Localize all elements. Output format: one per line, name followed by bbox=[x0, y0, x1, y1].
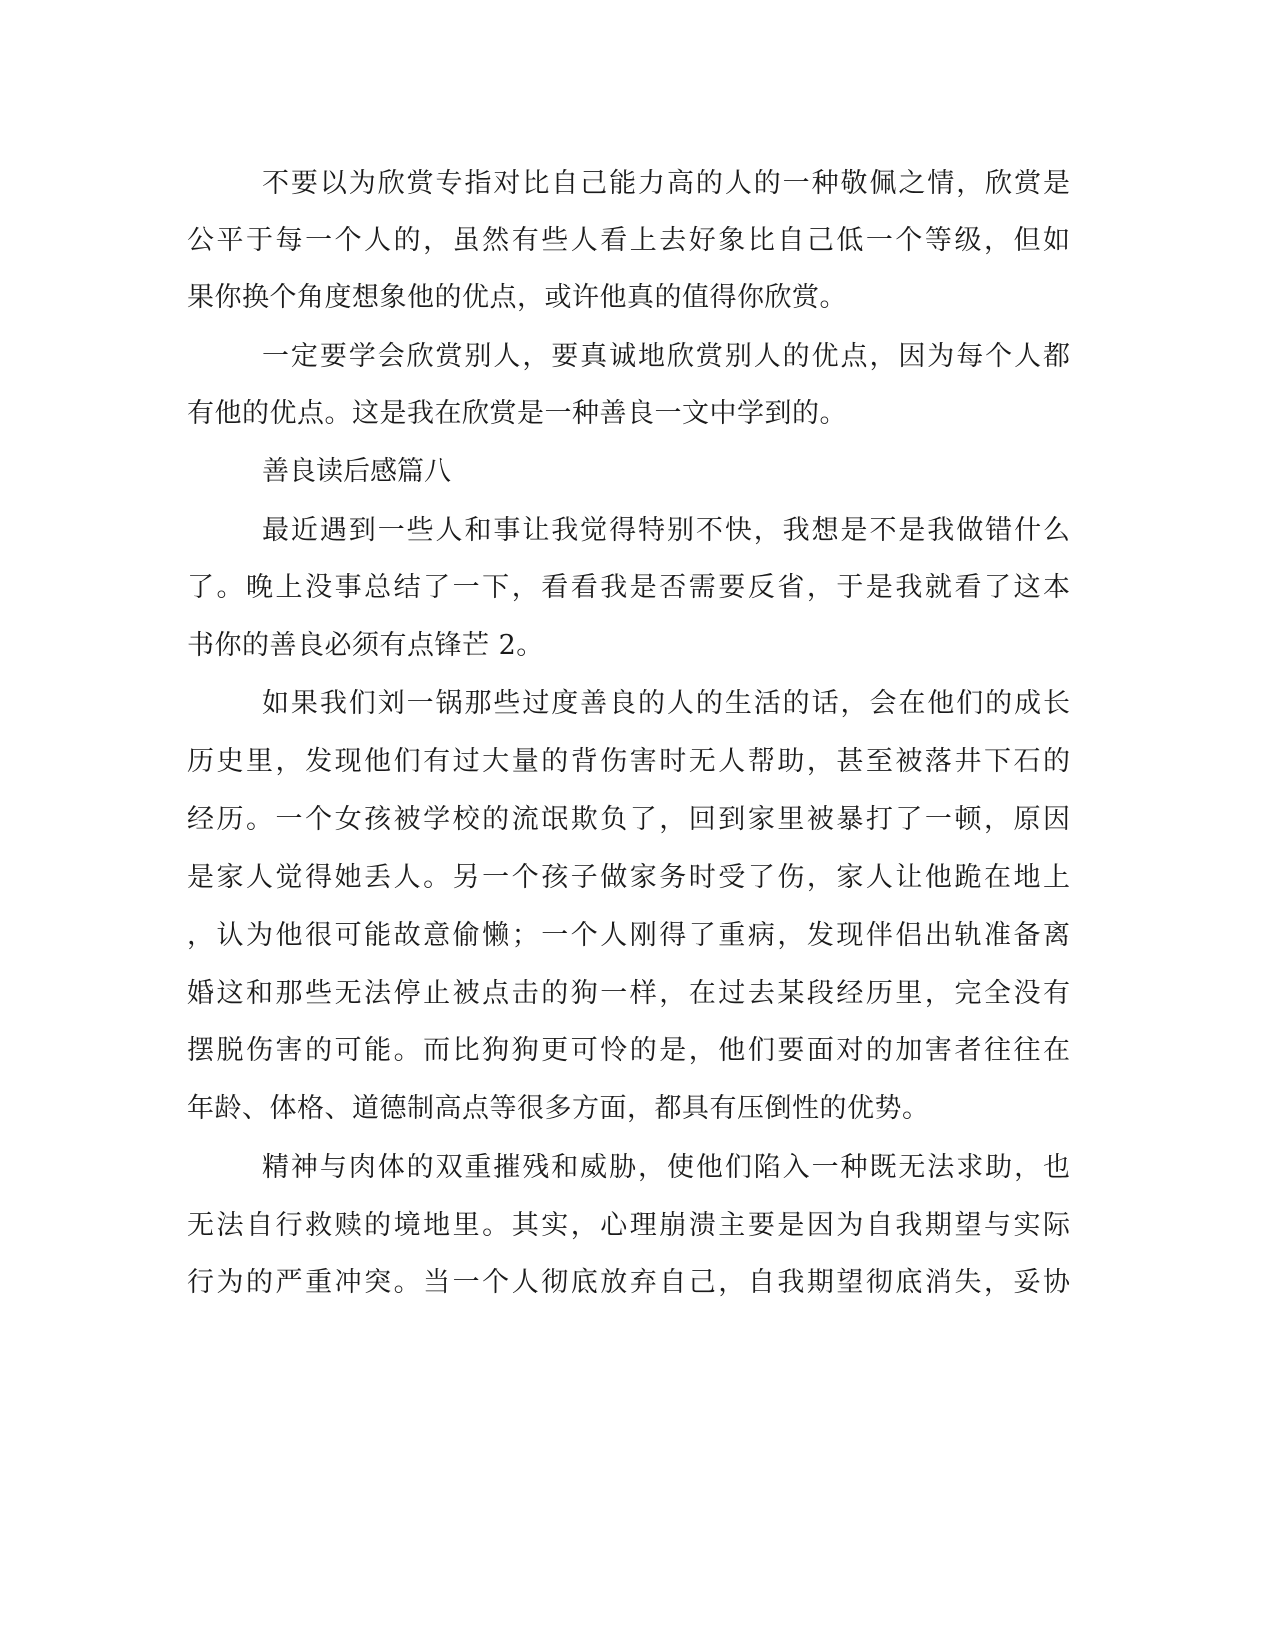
section-heading: 善良读后感篇八 bbox=[262, 456, 451, 487]
paragraph-2-line-2: 有他的优点。这是我在欣赏是一种善良一文中学到的。 bbox=[187, 398, 847, 429]
paragraph-4-line-3: 经历。一个女孩被学校的流氓欺负了，回到家里被暴打了一顿，原因 bbox=[187, 804, 1070, 835]
paragraph-4-line-7: 摆脱伤害的可能。而比狗狗更可怜的是，他们要面对的加害者往往在 bbox=[187, 1035, 1070, 1066]
paragraph-4-line-4: 是家人觉得她丢人。另一个孩子做家务时受了伤，家人让他跪在地上 bbox=[187, 862, 1070, 893]
paragraph-4-line-6: 婚这和那些无法停止被点击的狗一样，在过去某段经历里，完全没有 bbox=[187, 978, 1070, 1009]
paragraph-4-line-2: 历史里，发现他们有过大量的背伤害时无人帮助，甚至被落井下石的 bbox=[187, 746, 1070, 777]
paragraph-1-line-1: 不要以为欣赏专指对比自己能力高的人的一种敬佩之情，欣赏是 bbox=[262, 168, 1070, 199]
paragraph-2-line-1: 一定要学会欣赏别人，要真诚地欣赏别人的优点，因为每个人都 bbox=[262, 341, 1070, 372]
paragraph-5-line-1: 精神与肉体的双重摧残和威胁，使他们陷入一种既无法求助，也 bbox=[262, 1152, 1070, 1183]
paragraph-4-line-8: 年龄、体格、道德制高点等很多方面，都具有压倒性的优势。 bbox=[187, 1093, 930, 1124]
paragraph-3-line-1: 最近遇到一些人和事让我觉得特别不快，我想是不是我做错什么 bbox=[262, 515, 1070, 546]
paragraph-4-line-5: ，认为他很可能故意偷懒；一个人刚得了重病，发现伴侣出轨准备离 bbox=[187, 920, 1070, 951]
paragraph-4-line-1: 如果我们刘一锅那些过度善良的人的生活的话，会在他们的成长 bbox=[262, 688, 1070, 719]
paragraph-5-line-3: 行为的严重冲突。当一个人彻底放弃自己，自我期望彻底消失，妥协 bbox=[187, 1267, 1070, 1298]
paragraph-3-line-3: 书你的善良必须有点锋芒 2。 bbox=[187, 630, 544, 661]
paragraph-5-line-2: 无法自行救赎的境地里。其实，心理崩溃主要是因为自我期望与实际 bbox=[187, 1210, 1070, 1241]
paragraph-3-line-2: 了。晚上没事总结了一下，看看我是否需要反省，于是我就看了这本 bbox=[187, 572, 1070, 603]
paragraph-1-line-3: 果你换个角度想象他的优点，或许他真的值得你欣赏。 bbox=[187, 282, 847, 313]
paragraph-1-line-2: 公平于每一个人的，虽然有些人看上去好象比自己低一个等级，但如 bbox=[187, 225, 1070, 256]
